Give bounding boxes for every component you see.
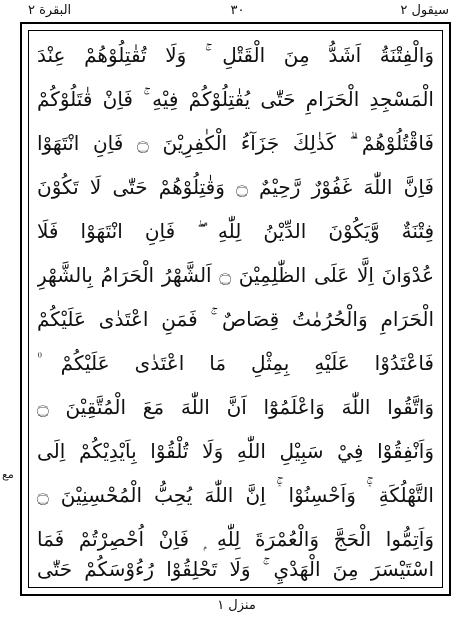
verse-line-text: عُدْوَانَ اِلَّا عَلَى الظّٰلِمِيْنَ ۝ اَلشَّهْرُ الْحَرَامُ بِالشَّهْرِ: [37, 263, 434, 287]
verse-line: [37, 473, 434, 517]
ruku-margin-mark: مع: [2, 468, 14, 481]
verse-line-text: وَاَنْفِقُوْا فِيْ سَبِيْلِ اللّٰهِ وَلَا تُلْقُوْا بِاَيْدِيْكُمْ اِلَى: [37, 439, 434, 463]
verse-line: [37, 33, 434, 77]
page-header: [20, 0, 455, 24]
surah-name: البقرة ٢: [28, 3, 72, 18]
verse-line: [37, 77, 434, 121]
verse-line: [37, 297, 434, 341]
verse-line-text: فَاعْتَدُوْا عَلَيْهِ بِمِثْلِ مَا اعْتَدٰى عَلَيْكُمْ ۠: [37, 351, 434, 375]
verse-line: [37, 253, 434, 297]
verse-line: [37, 121, 434, 165]
verse-line-text: التَّهْلُكَةِ ۛۚ وَاَحْسِنُوْا ۛۚ اِنَّ اللّٰهَ يُحِبُّ الْمُحْسِنِيْنَ ۝: [37, 483, 434, 507]
verse-line-text: فَاِنَّ اللّٰهَ غَفُوْرٌ رَّحِيْمٌ ۝ وَقٰتِلُوْهُمْ حَتّٰى لَا تَكُوْنَ: [37, 175, 434, 199]
verse-line: [37, 209, 434, 253]
manzil-footer: منزل ١: [217, 598, 256, 613]
verse-line-text: فِتْنَةٌ وَّيَكُوْنَ الدِّيْنُ لِلّٰهِ ۖ فَاِنِ انْتَهَوْا فَلَا: [37, 219, 434, 243]
verse-line: [37, 547, 434, 591]
verse-line-text: وَاَتِمُّوا الْحَجَّ وَالْعُمْرَةَ لِلّٰهِ ۭ فَاِنْ اُحْصِرْتُمْ فَمَا: [37, 527, 434, 551]
page-number: ٣٠: [230, 3, 245, 18]
verse-line-text: وَالْفِتْنَةُ اَشَدُّ مِنَ الْقَتْلِ ۚ وَلَا تُقٰتِلُوْهُمْ عِنْدَ: [37, 43, 434, 67]
verse-line-text: الْحَرَامِ وَالْحُرُمٰتُ قِصَاصٌ ۚ فَمَنِ اعْتَدٰى عَلَيْكُمْ: [37, 307, 434, 331]
verse-line: [37, 341, 434, 385]
verse-line: [37, 385, 434, 429]
verse-line-text: وَاتَّقُوا اللّٰهَ وَاعْلَمُوْٓا اَنَّ اللّٰهَ مَعَ الْمُتَّقِيْنَ ۝: [37, 395, 434, 419]
verse-line-text: اسْتَيْسَرَ مِنَ الْهَدْيِ ۚ وَلَا تَحْلِقُوْا رُءُوْسَكُمْ حَتّٰى: [37, 557, 434, 581]
verse-line: [37, 165, 434, 209]
text-frame: [20, 22, 451, 596]
verse-line: [37, 429, 434, 473]
verse-line-text: الْمَسْجِدِ الْحَرَامِ حَتّٰى يُقٰتِلُوْكُمْ فِيْهِ ۚ فَاِنْ قٰتَلُوْكُمْ: [37, 87, 434, 111]
text-frame-inner: [28, 30, 443, 588]
verse-line-text: فَاقْتُلُوْهُمْ ۗ كَذٰلِكَ جَزَآءُ الْكٰفِرِيْنَ ۝ فَاِنِ انْتَهَوْا: [37, 131, 434, 155]
para-name: سیقول ٢: [400, 3, 449, 18]
